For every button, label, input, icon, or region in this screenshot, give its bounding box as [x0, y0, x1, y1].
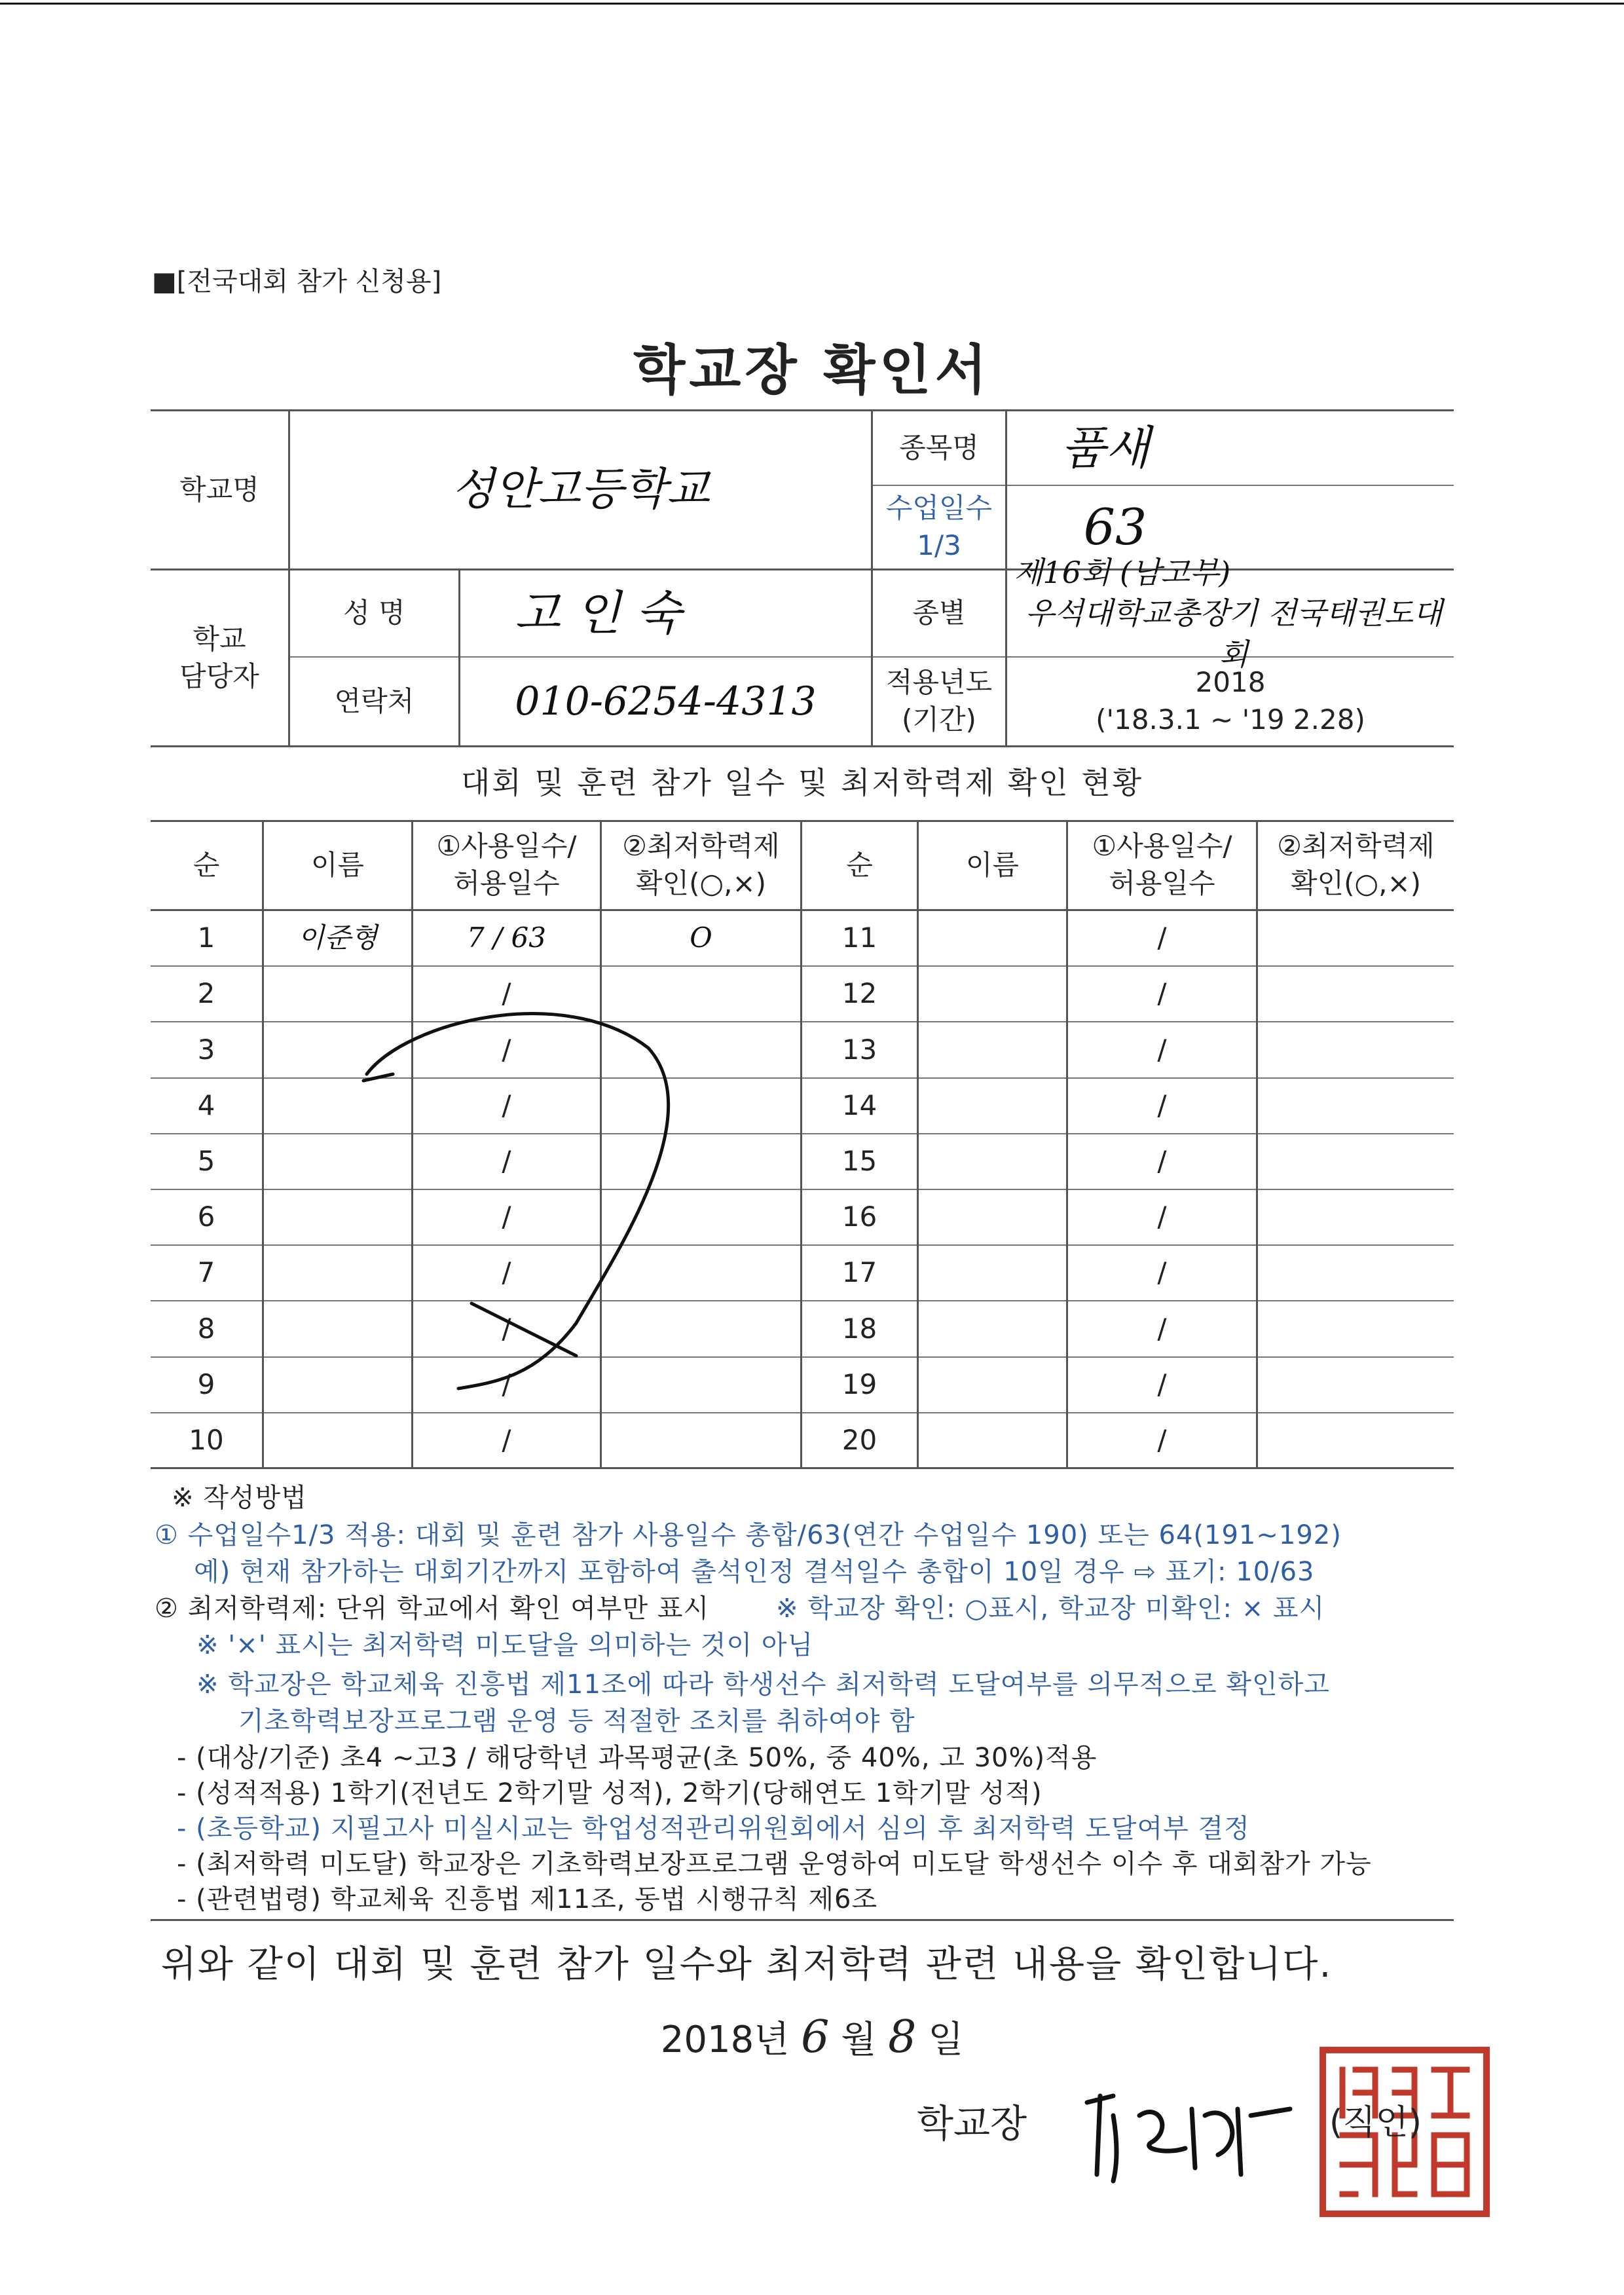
sport-label: 종목명 — [899, 431, 979, 464]
row-right-days: / — [1157, 1312, 1167, 1345]
row-right-no: 15 — [841, 1145, 877, 1178]
row-left-name: 이준형 — [297, 922, 378, 954]
row-left-check: O — [690, 922, 712, 954]
row-right-days: / — [1157, 1145, 1167, 1178]
applied-year-value: 2018 ('18.3.1 ~ '19 2.28) — [1096, 666, 1365, 736]
principal-label: 학교장 — [917, 2101, 1027, 2146]
row-left-days: / — [502, 1089, 511, 1121]
row-left-days: / — [502, 1033, 511, 1066]
header-days-right: ①사용일수/ 허용일수 — [1092, 830, 1232, 899]
row-right-no: 16 — [841, 1201, 877, 1233]
category-value: 제16회 (남고부) 우석대학교총장기 전국태권도대회 — [1014, 555, 1443, 672]
confirmation-text: 위와 같이 대회 및 훈련 참가 일수와 최저학력 관련 내용을 확인합니다. — [160, 1943, 1333, 1986]
row-left-no: 3 — [197, 1033, 215, 1066]
row-right-days: / — [1157, 977, 1167, 1010]
row-left-no: 5 — [197, 1145, 215, 1178]
note-2a: ② 최저학력제: 단위 학교에서 확인 여부만 표시 — [155, 1594, 710, 1624]
header-days-left: ①사용일수/ 허용일수 — [436, 830, 577, 899]
header-check-left: ②최저학력제 확인(○,×) — [622, 830, 780, 899]
row-left-no: 1 — [197, 922, 215, 954]
header-no-right: 순 — [846, 848, 873, 881]
header-name-right: 이름 — [965, 848, 1020, 881]
header-check-right: ②최저학력제 확인(○,×) — [1277, 830, 1435, 899]
detail-4: - (최저학력 미도달) 학교장은 기초학력보장프로그램 운영하여 미도달 학생선수 이수 후 대회참가 가능 — [177, 1849, 1372, 1879]
manager-name-value: 고 인 숙 — [514, 585, 682, 641]
row-right-no: 14 — [841, 1089, 877, 1121]
class-days-label: 수업일수 1/3 — [885, 492, 993, 561]
row-right-no: 17 — [841, 1256, 877, 1289]
row-left-days: / — [502, 1312, 511, 1345]
note-1b: 예) 현재 참가하는 대회기간까지 포함하여 출석인정 결석일수 총합이 10일 경우 ⇨ 표기: 10/63 — [194, 1557, 1315, 1587]
seal-label: (직인) — [1329, 2103, 1422, 2142]
contact-label: 연락처 — [334, 684, 415, 717]
detail-2: - (성적적용) 1학기(전년도 2학기말 성적), 2학기(당해연도 1학기말 성적) — [177, 1778, 1043, 1808]
manager-label: 학교 담당자 — [179, 622, 259, 692]
row-right-days: / — [1157, 1368, 1167, 1400]
applied-year-label: 적용년도 (기간) — [885, 666, 993, 736]
row-right-no: 19 — [841, 1368, 877, 1400]
note-4b: 기초학력보장프로그램 운영 등 적절한 조치를 취하여야 함 — [238, 1706, 915, 1736]
row-left-no: 2 — [197, 977, 215, 1010]
contact-value: 010-6254-4313 — [515, 678, 817, 724]
row-left-days: 7 / 63 — [466, 922, 547, 954]
note-1a: ① 수업일수1/3 적용: 대회 및 훈련 참가 사용일수 총합/63(연간 수업일수 190) 또는 64(191~192) — [155, 1520, 1342, 1550]
school-name-label: 학교명 — [179, 473, 259, 506]
row-left-days: / — [502, 977, 511, 1010]
header-name-left: 이름 — [310, 848, 365, 881]
note-3: ※ '×' 표시는 최저학력 미도달을 의미하는 것이 아님 — [196, 1630, 814, 1660]
row-left-days: / — [502, 1201, 511, 1233]
row-right-days: / — [1157, 1089, 1167, 1121]
note-2b: ※ 학교장 확인: ○표시, 학교장 미확인: × 표시 — [776, 1594, 1325, 1624]
row-right-no: 18 — [841, 1312, 877, 1345]
row-right-no: 20 — [841, 1424, 877, 1457]
row-left-no: 7 — [197, 1256, 215, 1289]
row-left-no: 4 — [197, 1089, 215, 1121]
note-4a: ※ 학교장은 학교체육 진흥법 제11조에 따라 학생선수 최저학력 도달여부를 의무적으로 확인하고 — [196, 1670, 1330, 1700]
row-left-days: / — [502, 1256, 511, 1289]
header-no-left: 순 — [193, 848, 220, 881]
row-left-no: 8 — [197, 1312, 215, 1345]
form-type-label: ■[전국대회 참가 신청용] — [152, 267, 442, 297]
sport-value: 품새 — [1061, 420, 1150, 475]
detail-3: - (초등학교) 지필고사 미실시교는 학업성적관리위원회에서 심의 후 최저학력 도달여부 결정 — [177, 1814, 1250, 1844]
detail-5: - (관련법령) 학교체육 진흥법 제11조, 동법 시행규칙 제6조 — [177, 1884, 878, 1914]
class-days-value: 63 — [1083, 497, 1147, 556]
row-left-days: / — [502, 1424, 511, 1457]
row-right-days: / — [1157, 1033, 1167, 1066]
row-left-days: / — [502, 1368, 511, 1400]
row-right-days: / — [1157, 1256, 1167, 1289]
section-title: 대회 및 훈련 참가 일수 및 최저학력제 확인 현황 — [460, 764, 1144, 800]
school-name-value: 성안고등학교 — [451, 464, 710, 516]
notes-heading: ※ 작성방법 — [172, 1483, 307, 1513]
principal-signature — [1074, 2076, 1310, 2188]
row-left-no: 6 — [197, 1201, 215, 1233]
row-right-no: 12 — [841, 977, 877, 1010]
row-right-days: / — [1157, 922, 1167, 954]
row-left-days: / — [502, 1145, 511, 1178]
row-right-no: 11 — [841, 922, 877, 954]
row-right-days: / — [1157, 1424, 1167, 1457]
row-left-no: 9 — [197, 1368, 215, 1400]
row-left-no: 10 — [189, 1424, 224, 1457]
confirmation-date: 2018년 6 월 8 일 — [660, 2011, 964, 2063]
page-title: 학교장 확인서 — [633, 339, 991, 401]
category-label: 종별 — [912, 597, 966, 629]
manager-name-label: 성 명 — [343, 597, 405, 629]
row-right-days: / — [1157, 1201, 1167, 1233]
row-right-no: 13 — [841, 1033, 877, 1066]
detail-1: - (대상/기준) 초4 ~고3 / 해당학년 과목평균(초 50%, 중 40%, 고 30%)적용 — [177, 1743, 1098, 1773]
